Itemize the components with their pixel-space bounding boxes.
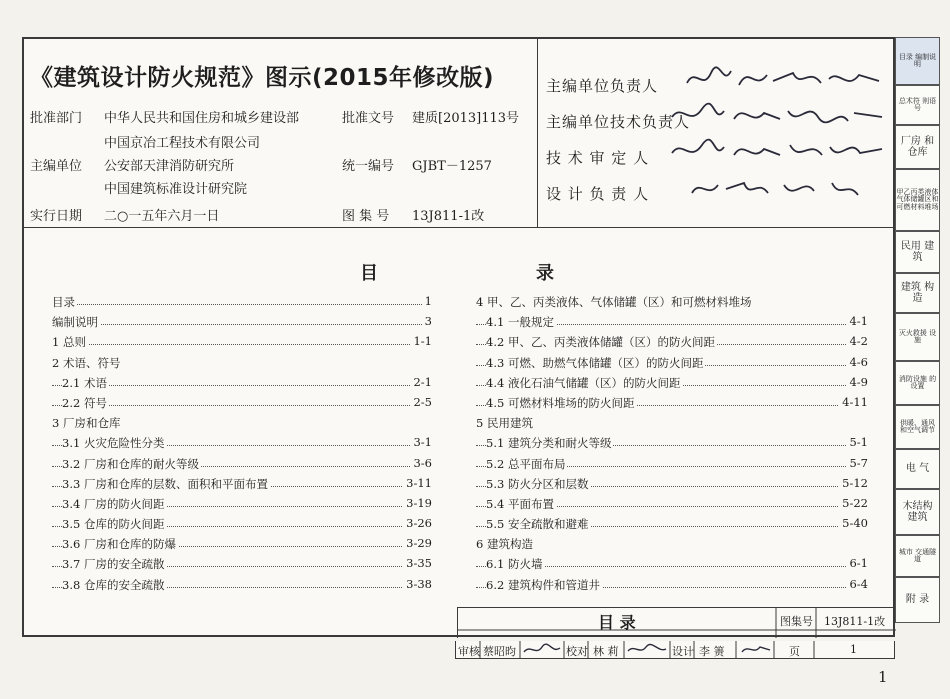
side-tab-label: 总术符 则语号 xyxy=(898,96,937,112)
side-tab[interactable] xyxy=(895,577,940,623)
toc-entry-title: 4.2 甲、乙、丙类液体储罐（区）的防火间距 xyxy=(486,335,715,350)
toc-entry[interactable] xyxy=(52,314,432,334)
toc-entry-title: 4.3 可燃、助燃气体储罐（区）的防火间距 xyxy=(486,355,704,370)
page-number: 1 xyxy=(878,668,888,686)
side-tab[interactable] xyxy=(895,169,940,231)
toc-left-column xyxy=(52,294,432,597)
title-block-title: 目 录 xyxy=(598,613,636,632)
toc-entry-page: 6-4 xyxy=(846,577,868,591)
header-right xyxy=(537,39,896,227)
toc-entry[interactable] xyxy=(52,556,432,576)
toc-entry-page: 5-22 xyxy=(839,496,868,510)
toc-entry[interactable] xyxy=(476,496,868,516)
toc-entry-page: 5-12 xyxy=(839,476,868,490)
toc-entry-page: 3 xyxy=(422,314,432,328)
toc-entry-page: 3-38 xyxy=(403,577,432,591)
toc-leader-dots xyxy=(52,344,432,345)
chief-editor-1: 中国京冶工程技术有限公司 xyxy=(104,136,261,151)
toc-entry[interactable] xyxy=(52,577,432,597)
side-tab[interactable] xyxy=(895,361,940,405)
toc-entry-title: 6.2 建筑构件和管道井 xyxy=(486,577,600,592)
toc-entry[interactable] xyxy=(52,395,432,415)
toc-entry-title: 6 建筑构造 xyxy=(476,537,533,552)
toc-entry-title: 3.2 厂房和仓库的耐火等级 xyxy=(62,456,199,471)
unified-no-label: 统一编号 xyxy=(342,159,395,174)
toc-leader-dots xyxy=(52,385,432,386)
resp-label-3: 技 术 审 定 人 xyxy=(546,149,650,167)
reviewer-name: 蔡昭昀 xyxy=(483,645,516,658)
chief-editor-2: 公安部天津消防研究所 xyxy=(104,159,235,174)
approval-dept: 中华人民共和国住房和城乡建设部 xyxy=(104,111,300,126)
toc-entry[interactable] xyxy=(52,355,432,375)
side-tab-label: 木结构 建筑 xyxy=(902,500,933,523)
toc-entry[interactable] xyxy=(476,415,868,435)
page-label: 页 xyxy=(789,645,800,658)
chief-editor-3: 中国建筑标准设计研究院 xyxy=(104,182,248,197)
toc-entry-title: 5.4 平面布置 xyxy=(486,496,554,511)
toc-leader-dots xyxy=(52,405,432,406)
toc-entry[interactable] xyxy=(476,536,868,556)
toc-entry[interactable] xyxy=(52,435,432,455)
atlas-no-label: 图 集 号 xyxy=(342,209,390,224)
toc-right-column xyxy=(476,294,868,597)
toc-entry-page: 3-6 xyxy=(410,456,432,470)
side-tab-label: 目录 编制说明 xyxy=(898,52,937,68)
toc-entry-page: 4-9 xyxy=(846,375,868,389)
toc-entry-page: 1-1 xyxy=(410,334,432,348)
toc-entry-page: 5-7 xyxy=(846,456,868,470)
signature-1 xyxy=(683,61,888,97)
title-block-atlas-label: 图集号 xyxy=(780,615,813,628)
toc-entry[interactable] xyxy=(52,536,432,556)
toc-entry-title: 4.4 液化石油气储罐（区）的防火间距 xyxy=(486,375,681,390)
side-tab-label: 消防设施 的设置 xyxy=(898,374,937,390)
unified-no: GJBT－1257 xyxy=(412,159,492,174)
toc-entry-title: 3.3 厂房和仓库的层数、面积和平面布置 xyxy=(62,476,268,491)
side-tab[interactable] xyxy=(895,273,940,313)
toc-entry-page: 3-29 xyxy=(403,536,432,550)
drawing-frame xyxy=(22,37,895,637)
toc-entry-page: 1 xyxy=(422,294,432,308)
atlas-no: 13J811-1改 xyxy=(412,209,485,224)
toc-entry-title: 编制说明 xyxy=(52,315,98,330)
signature-2 xyxy=(668,97,888,133)
toc-entry[interactable] xyxy=(476,435,868,455)
signature-3 xyxy=(668,133,888,169)
resp-label-1: 主编单位负责人 xyxy=(546,77,659,95)
side-tab-label: 电 气 xyxy=(905,463,930,475)
toc-entry-page: 3-11 xyxy=(403,476,432,490)
toc-entry[interactable] xyxy=(52,415,432,435)
toc-entry[interactable] xyxy=(52,334,432,354)
toc-entry-page: 4-6 xyxy=(846,355,868,369)
header-left xyxy=(24,39,537,227)
side-tab[interactable] xyxy=(895,85,940,125)
toc-entry[interactable] xyxy=(476,314,868,334)
toc-entry-title: 2 术语、符号 xyxy=(52,355,121,370)
impl-date-label: 实行日期 xyxy=(30,209,83,224)
toc-entry-title: 3.1 火灾危险性分类 xyxy=(62,436,165,451)
review-label: 审核 xyxy=(458,645,480,658)
toc-entry-title: 3.4 厂房的防火间距 xyxy=(62,496,165,511)
title-block xyxy=(457,607,896,638)
toc-entry[interactable] xyxy=(476,577,868,597)
approval-doc-label: 批准文号 xyxy=(342,111,395,126)
side-tab[interactable] xyxy=(895,313,940,361)
toc-entry-title: 4.1 一般规定 xyxy=(486,315,554,330)
toc-entry[interactable] xyxy=(476,456,868,476)
toc-entry-page: 2-1 xyxy=(410,375,432,389)
side-tab[interactable] xyxy=(895,489,940,535)
toc-entry[interactable] xyxy=(476,395,868,415)
toc-entry-page: 5-1 xyxy=(846,435,868,449)
toc-entry-title: 4 甲、乙、丙类液体、气体储罐（区）和可燃材料堆场 xyxy=(476,295,752,309)
toc-entry-title: 6.1 防火墙 xyxy=(486,557,543,572)
toc-entry[interactable] xyxy=(476,334,868,354)
side-tab-label: 建筑 构造 xyxy=(900,281,935,304)
toc-entry-title: 2.1 术语 xyxy=(62,375,107,390)
toc-entry-title: 目录 xyxy=(52,295,75,309)
side-tab[interactable] xyxy=(895,125,940,169)
side-tab[interactable] xyxy=(895,449,940,489)
toc-entry-title: 5.1 建筑分类和耐火等级 xyxy=(486,436,612,451)
toc-entry-title: 5 民用建筑 xyxy=(476,416,533,431)
toc-entry-title: 3 厂房和仓库 xyxy=(52,416,121,431)
toc-entry[interactable] xyxy=(476,556,868,576)
toc-entry[interactable] xyxy=(52,516,432,536)
toc-entry-page: 3-19 xyxy=(403,496,432,510)
toc-entry-title: 3.7 厂房的安全疏散 xyxy=(62,557,165,572)
toc-heading-right: 录 xyxy=(536,263,554,284)
toc-entry[interactable] xyxy=(52,496,432,516)
side-tab-label: 灭火救援 设施 xyxy=(898,328,937,344)
approval-dept-label: 批准部门 xyxy=(30,111,83,126)
title-block-row xyxy=(455,641,895,659)
toc-entry-page: 4-2 xyxy=(846,334,868,348)
toc-entry[interactable] xyxy=(476,516,868,536)
resp-label-4: 设 计 负 责 人 xyxy=(546,185,650,203)
toc-heading-left: 目 xyxy=(360,263,378,284)
side-tab-label: 城市 交通隧道 xyxy=(898,547,937,563)
toc-entry-page: 3-26 xyxy=(403,516,432,530)
side-tab[interactable] xyxy=(895,231,940,273)
side-tab-label: 民用 建筑 xyxy=(900,240,935,263)
side-tab[interactable] xyxy=(895,405,940,449)
toc-entry[interactable] xyxy=(476,294,868,314)
side-tab-label: 厂房 和仓库 xyxy=(900,135,935,158)
toc-entry-title: 4.5 可燃材料堆场的防火间距 xyxy=(486,395,635,410)
side-tab[interactable] xyxy=(895,535,940,577)
side-tab-strip xyxy=(895,37,950,637)
toc-entry-page: 4-1 xyxy=(846,314,868,328)
toc-entry-title: 5.3 防火分区和层数 xyxy=(486,476,589,491)
signature-4 xyxy=(688,171,878,207)
chief-editor-label: 主编单位 xyxy=(30,159,83,174)
toc-entry-page: 6-1 xyxy=(846,556,868,570)
toc-entry-page: 2-5 xyxy=(410,395,432,409)
toc-entry[interactable] xyxy=(476,355,868,375)
toc-entry-title: 5.5 安全疏散和避难 xyxy=(486,517,589,532)
page-value: 1 xyxy=(850,643,857,656)
toc-entry-title: 3.6 厂房和仓库的防爆 xyxy=(62,537,176,552)
toc-entry-page: 5-40 xyxy=(839,516,868,530)
side-tab-label: 附 录 xyxy=(905,594,930,606)
side-tab-label: 甲乙丙类液体气体储罐区和可燃材料堆场 xyxy=(896,187,939,211)
designer-name: 李 箦 xyxy=(699,645,725,658)
toc-entry[interactable] xyxy=(52,456,432,476)
toc-entry-page: 3-35 xyxy=(403,556,432,570)
toc-leader-dots xyxy=(52,304,432,305)
toc-entry-title: 3.8 仓库的安全疏散 xyxy=(62,577,165,592)
header-block xyxy=(24,39,895,228)
toc-entry-title: 5.2 总平面布局 xyxy=(486,456,566,471)
check-label: 校对 xyxy=(566,645,588,658)
title-block-atlas-no: 13J811-1改 xyxy=(824,615,886,628)
toc-entry[interactable] xyxy=(476,476,868,496)
toc-entry-title: 3.5 仓库的防火间距 xyxy=(62,517,165,532)
toc-entry-title: 2.2 符号 xyxy=(62,395,107,410)
design-label: 设计 xyxy=(672,645,694,658)
toc-entry-page: 3-1 xyxy=(410,435,432,449)
toc-entry-title: 1 总则 xyxy=(52,335,86,350)
toc-entry[interactable] xyxy=(476,375,868,395)
checker-name: 林 莉 xyxy=(593,645,619,658)
approval-doc: 建质[2013]113号 xyxy=(412,111,520,126)
side-tab[interactable] xyxy=(895,37,940,85)
impl-date: 二○一五年六月一日 xyxy=(104,209,220,224)
toc-leader-dots xyxy=(52,324,432,325)
toc-entry[interactable] xyxy=(52,294,432,314)
side-tab-label: 供暖、通风 和空气调节 xyxy=(900,418,935,434)
resp-label-2: 主编单位技术负责人 xyxy=(546,113,691,131)
toc-entry[interactable] xyxy=(52,375,432,395)
toc-entry[interactable] xyxy=(52,476,432,496)
toc-entry-page: 4-11 xyxy=(839,395,868,409)
book-title: 《建筑设计防火规范》图示(2015年修改版) xyxy=(30,65,495,91)
